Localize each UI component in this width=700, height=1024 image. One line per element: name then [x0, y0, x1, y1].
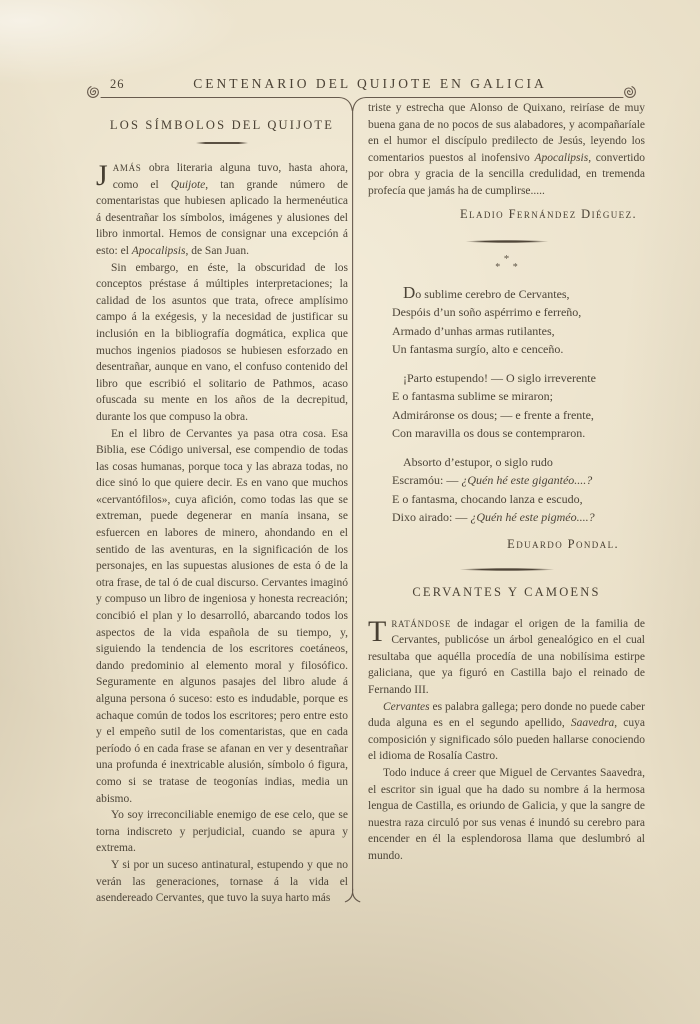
poem-line: Escramóu: — ¿Quén hé este gigantéo....?: [392, 473, 593, 488]
poem-line: Absorto d’estupor, o siglo rudo: [403, 454, 553, 469]
paragraph: Todo induce á creer que Miguel de Cervantes Saavedra, el escritor sin igual que ha dado su nombre á la hermosa lengua de Castilla, es oriundo de Galicia, y que la sangre de nuestra raza circuló por sus venas é inundó su cerebro para encender en él la esplendorosa llama que deslumbró al mundo.: [368, 766, 645, 862]
poem-line: Un fantasma surgío, alto e cenceño.: [392, 342, 564, 357]
poem-line: Con maravilla os dous se contempraron.: [392, 426, 586, 441]
left-column: [96, 118, 348, 907]
asterism-ornament: [368, 252, 645, 273]
paragraph: Y si por un suceso antinatural, estupendo y que no verán las generaciones, tornase á la vida el asendereado Cervantes, que tuvo la suya harto más: [96, 858, 348, 905]
poem-line: Armado d’unhas armas rutilantes,: [392, 323, 555, 338]
poem-line: E o fantasma, chocando lanza e escudo,: [392, 491, 583, 506]
paragraph: Sin embargo, en éste, la obscuridad de los conceptos préstase á múltiples interpretaciones; la calidad de los asuntos que trata, ofrece amplísimo campo á la exégesis, y la necesidad de justificar su inclusión en la bibliografía dogmática, explica que muchos ingenios piadosos se hubiesen esforzado en desentrañar, aunque en vano, el confuso contenido del libro que escribió el solitario de Pathmos, acaso ofuscada su mente en los años de la decrepitud, durante los que compuso la obra.: [96, 261, 348, 423]
section-divider-rule: [459, 568, 555, 571]
poem-stanza: [392, 284, 645, 359]
paragraph: Cervantes es palabra gallega; pero donde no puede caber duda alguna es en el segundo apellido, Saavedra, cuya composición y significado sólo pueden hallarse conociendo el idioma de Rosalía Castro.: [368, 700, 645, 763]
poem-line: Admiráronse os dous; — e frente a frente,: [392, 407, 594, 422]
article-2-heading: CERVANTES Y CAMOENS: [412, 584, 601, 599]
poem-line: Do sublime cerebro de Cervantes,: [403, 282, 570, 302]
poem: [392, 284, 645, 527]
poem-line: E o fantasma sublime se miraron;: [392, 389, 553, 404]
paragraph: TRATÁNDOSE de indagar el origen de la familia de Cervantes, publicóse un árbol genealógico en el cual resultaba que aquélla procedía de una nobilísima estirpe galiciana, que ya figuró en Castilla bajo el reinado de Fernando III.: [368, 614, 645, 696]
paragraph: En el libro de Cervantes ya pasa otra cosa. Esa Biblia, ese Código universal, ese compendio de todas las cosas humanas, porque toca y las abraza todas, no dice sinó lo que quiere decir. Es en vano que muchos «cervantófilos», cuya afición, como todas las que se extreman, puede degenerar en manía insana, se esfuercen en labores de minero, ahondando en el sentido de las aventuras, en la significación de los personajes, en las supuestas alusiones de esta ó de la otra frase, de tal ó de cual discurso. Cervantes imaginó y compuso un libro de ingeniosa y honesta recreación; concibió el plan y lo desarrolló, abarcando todos los aspectos de la vida española de su tiempo, y, siguiendo la tendencia de los escritores coetáneos, dando predominio al elemento moral y filosófico. Seguramente en algunos pasajes del libro alude á alguna persona ó suceso: esto es indudable, porque es achaque común de todos los escritores; pero entre esto y el empeño sutil de los comentaristas, que en cada período ó en cada frase se afanan en ver y desentrañar una profunda é inextricable alusión, símbolo ó figura, como si se tratase de teogonías indias, media un abismo.: [96, 427, 348, 805]
paragraph: JAMÁS obra literaria alguna tuvo, hasta ahora, como el Quijote, tan grande número de comentaristas que hubiesen aplicado la hermenéutica á desentrañar los símbolos, imágenes y alusiones del libro inmortal. Hemos de consignar una excepción á esto: el Apocalipsis, de San Juan.: [96, 159, 348, 257]
poem-line: Dixo airado: — ¿Quén hé este pigméo....?: [392, 510, 595, 525]
poem-line: Despóis d’un soño aspérrimo e ferreño,: [392, 305, 582, 320]
author-signature: Eladio Fernández Diéguez.: [460, 206, 637, 221]
asterism-bottom: * *: [495, 261, 523, 273]
page-title: CENTENARIO DEL QUIJOTE EN GALICIA: [193, 76, 547, 91]
poem-stanza: [392, 369, 645, 443]
section-divider-rule: [465, 240, 549, 243]
article-1-heading: LOS SÍMBOLOS DEL QUIJOTE: [109, 118, 335, 132]
heading-rule: [196, 142, 248, 144]
author-signature: Eduardo Pondal.: [507, 536, 619, 551]
poem-stanza: [392, 453, 645, 527]
paragraph: triste y estrecha que Alonso de Quixano, reiríase de muy buena gana de no pocos de sus alabadores, y acompañaríale en el humor el discípulo predilecto de Jesús, leyendo los comentarios puestos al inofensivo Apocalipsis, convertido por obra y gracia de la sencilla credulidad, en tremenda profecía que jamás ha de cumplirse.....: [368, 102, 645, 197]
right-column: [368, 100, 645, 864]
page-number: 26: [110, 77, 125, 91]
asterism-top: *: [503, 252, 510, 265]
header-rule-left: [101, 98, 352, 111]
poem-line: ¡Parto estupendo! — O siglo irreverente: [403, 370, 596, 385]
paragraph: Yo soy irreconciliable enemigo de ese celo, que se torna indiscreto y perjudicial, cuando se apura y extrema.: [96, 809, 348, 855]
